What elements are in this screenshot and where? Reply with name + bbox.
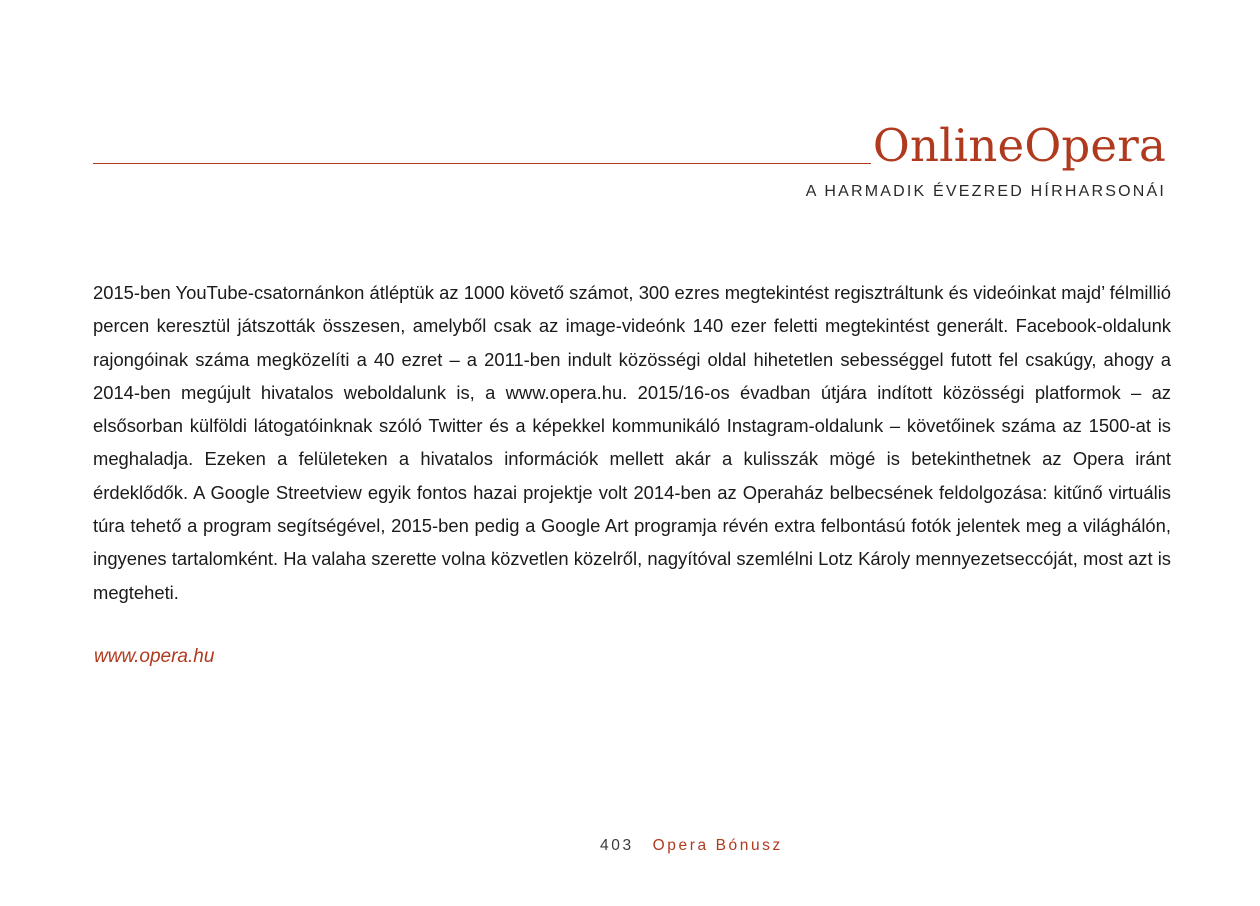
page-footer bbox=[600, 837, 783, 855]
publication-name: Opera Bónusz bbox=[652, 837, 783, 854]
page-title: OnlineOpera bbox=[872, 119, 1166, 172]
body-paragraph: 2015-ben YouTube-csatornánkon átléptük az 1000 követő számot, 300 ezres megtekintést regisztráltunk és videóinkat majd’ félmillió percen keresztül játszották összesen, amelyből csak az image-videónk 140 ezer feletti megtekintést generált. Facebook-oldalunk rajongóinak száma megközelíti a 40 ezret – a 2011-ben indult közösségi oldal hihetetlen sebességgel futott fel csakúgy, ahogy a 2014-ben megújult hivatalos weboldalunk is, a www.opera.hu. 2015/16-os évadban útjára indított közösségi platformok – az elsősorban külföldi látogatóinknak szóló Twitter és a képekkel kommunikáló Instagram-oldalunk – követőinek száma az 1500-at is meghaladja. Ezeken a felületeken a hivatalos információk mellett akár a kulisszák mögé is betekinthetnek az Opera iránt érdeklődők. A Google Streetview egyik fontos hazai projektje volt 2014-ben az Operaház belbecsének feldolgozása: kitűnő virtuális túra tehető a program segítségével, 2015-ben pedig a Google Art programja révén extra felbontású fotók jelentek meg a világhálón, ingyenes tartalomként. Ha valaha szerette volna közvetlen közelről, nagyítóval szemlélni Lotz Károly mennyezetseccóját, most azt is megteheti. bbox=[93, 282, 1171, 603]
page-number: 403 bbox=[600, 837, 634, 854]
header-rule bbox=[93, 163, 871, 164]
page-subtitle: A HARMADIK ÉVEZRED HÍRHARSONÁI bbox=[805, 183, 1166, 200]
website-link[interactable]: www.opera.hu bbox=[94, 646, 215, 667]
